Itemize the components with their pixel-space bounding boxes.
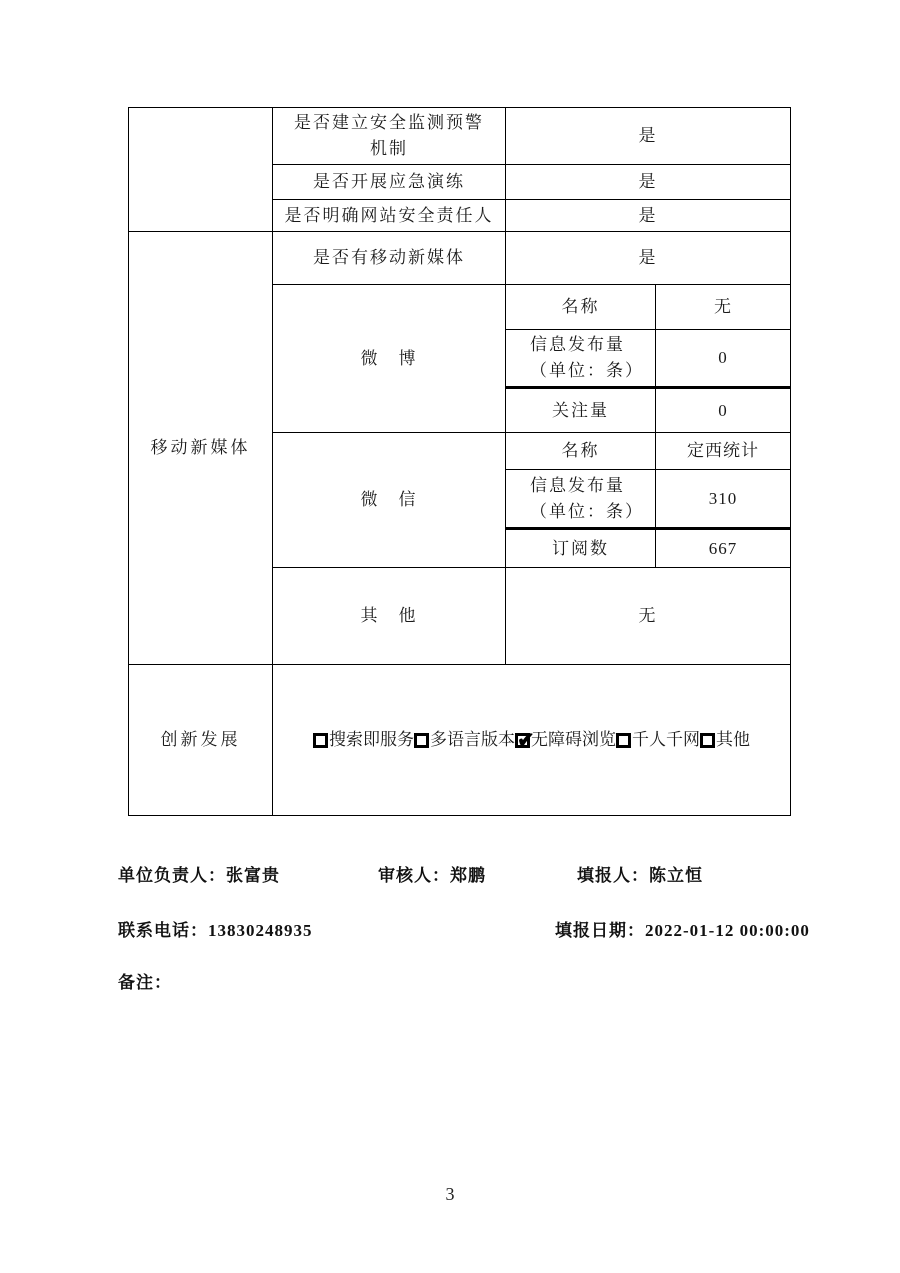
checkbox-label: 多语言版本 <box>430 730 515 749</box>
weibo-posts-value: 0 <box>656 330 791 388</box>
page-number: 3 <box>445 1184 455 1204</box>
other-media-value: 无 <box>506 568 791 665</box>
security-category-cell-empty <box>129 108 273 232</box>
table-row <box>129 108 791 165</box>
remarks-label: 备注： <box>118 973 172 992</box>
wechat-label: 微 信 <box>273 433 506 568</box>
innovation-option <box>313 730 414 749</box>
filler-field <box>577 861 703 886</box>
phone-field <box>118 916 313 941</box>
wechat-posts-value: 310 <box>656 470 791 529</box>
wechat-posts-label <box>506 470 656 529</box>
emergency-drill-value: 是 <box>506 165 791 200</box>
weibo-followers-value: 0 <box>656 388 791 433</box>
unit-head-label: 单位负责人： <box>118 866 226 885</box>
wechat-name-value: 定西统计 <box>656 433 791 470</box>
wechat-name-label: 名称 <box>506 433 656 470</box>
label-line: （单位：条） <box>530 361 644 380</box>
emergency-drill-label: 是否开展应急演练 <box>273 165 506 200</box>
date-field <box>555 916 810 941</box>
checkbox-search-as-service[interactable] <box>313 733 328 748</box>
label-line: （单位：条） <box>530 501 644 521</box>
security-monitor-value: 是 <box>506 108 791 165</box>
innovation-option <box>700 730 750 749</box>
weibo-followers-label: 关注量 <box>506 388 656 433</box>
has-new-media-label: 是否有移动新媒体 <box>273 232 506 285</box>
unit-head-value: 张富贵 <box>226 866 280 885</box>
security-officer-value: 是 <box>506 200 791 232</box>
table-row <box>129 665 791 816</box>
table-row <box>129 232 791 285</box>
label-line: 信息发布量 <box>530 475 625 495</box>
label-line: 信息发布量 <box>530 335 625 354</box>
security-monitor-label <box>273 108 506 165</box>
website-report-table <box>128 107 791 816</box>
phone-value: 13830248935 <box>208 921 313 940</box>
weibo-posts-label <box>506 330 656 388</box>
weibo-name-value: 无 <box>656 285 791 330</box>
checkbox-multilingual[interactable] <box>414 733 429 748</box>
reviewer-field <box>378 861 486 886</box>
checkbox-accessibility[interactable] <box>515 733 530 748</box>
checkbox-other[interactable] <box>700 733 715 748</box>
checkbox-label: 无障碍浏览 <box>531 730 616 749</box>
filler-label: 填报人： <box>577 866 649 885</box>
checkbox-label: 千人千网 <box>632 730 700 749</box>
checkbox-label: 搜索即服务 <box>329 730 414 749</box>
innovation-option <box>515 730 616 749</box>
checkbox-label: 其他 <box>716 730 750 749</box>
innovation-category: 创新发展 <box>129 665 273 816</box>
checkbox-qianren-qianwang[interactable] <box>616 733 631 748</box>
innovation-option <box>414 730 515 749</box>
wechat-subscribers-label: 订阅数 <box>506 529 656 568</box>
label-line: 机制 <box>370 139 408 158</box>
innovation-options-cell <box>273 665 791 816</box>
phone-label: 联系电话： <box>118 921 208 940</box>
weibo-label: 微 博 <box>273 285 506 433</box>
unit-head-field <box>118 861 280 886</box>
weibo-name-label: 名称 <box>506 285 656 330</box>
date-value: 2022-01-12 00:00:00 <box>645 921 810 940</box>
remarks-field <box>118 968 172 993</box>
security-officer-label: 是否明确网站安全责任人 <box>273 200 506 232</box>
reviewer-label: 审核人： <box>378 866 450 885</box>
innovation-option <box>616 730 700 749</box>
filler-value: 陈立恒 <box>649 866 703 885</box>
mobile-media-category: 移动新媒体 <box>129 232 273 665</box>
other-media-label: 其 他 <box>273 568 506 665</box>
reviewer-value: 郑鹏 <box>450 866 486 885</box>
label-line: 是否建立安全监测预警 <box>294 113 484 132</box>
has-new-media-value: 是 <box>506 232 791 285</box>
wechat-subscribers-value: 667 <box>656 529 791 568</box>
date-label: 填报日期： <box>555 921 645 940</box>
